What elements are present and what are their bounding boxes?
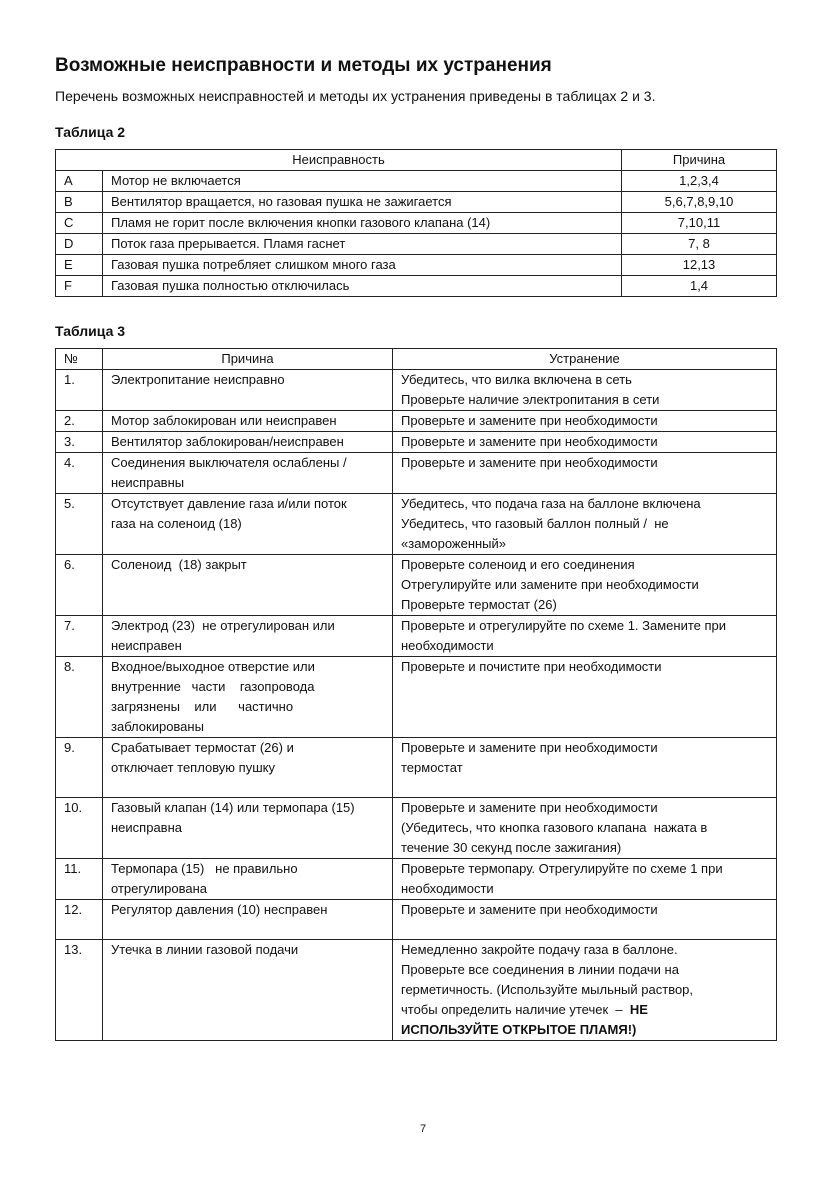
remedy-line <box>401 879 768 899</box>
remedy-text: «замороженный» <box>401 536 507 551</box>
fault-text: Мотор не включается <box>103 171 622 192</box>
remedy-line <box>401 900 768 920</box>
cause-line: Срабатывает термостат (26) и <box>111 740 294 755</box>
remedy-line <box>401 940 768 960</box>
remedy-text: Убедитесь, что вилка включена в сеть <box>401 372 632 387</box>
cause-line: Входное/выходное отверстие или <box>111 659 315 674</box>
remedy-cell <box>393 616 777 657</box>
row-number: 3. <box>56 432 103 453</box>
fault-text: Вентилятор вращается, но газовая пушка не зажигается <box>103 192 622 213</box>
fault-text: Поток газа прерывается. Пламя гаснет <box>103 234 622 255</box>
table-row <box>56 192 777 213</box>
remedy-text: (Убедитесь, что кнопка газового клапана нажата в <box>401 820 708 835</box>
row-number: 10. <box>56 798 103 859</box>
cause-numbers: 1,4 <box>622 276 777 297</box>
row-id: B <box>56 192 103 213</box>
cause-line: Электропитание неисправно <box>111 372 285 387</box>
faults-table <box>55 149 777 297</box>
table-row <box>56 411 777 432</box>
remedy-text: Проверьте и замените при необходимости <box>401 902 658 917</box>
table-row <box>56 234 777 255</box>
header-fault: Неисправность <box>56 150 622 171</box>
remedy-text: Отрегулируйте или замените при необходимости <box>401 577 699 592</box>
cause-line: Утечка в линии газовой подачи <box>111 942 299 957</box>
table-row <box>56 370 777 411</box>
table-row <box>56 171 777 192</box>
cause-cell <box>103 432 393 453</box>
table-row <box>56 657 777 738</box>
remedy-cell <box>393 900 777 940</box>
remedy-line <box>401 616 768 636</box>
table-row <box>56 900 777 940</box>
table-row <box>56 859 777 900</box>
remedy-line <box>401 738 768 758</box>
cause-line: отключает тепловую пушку <box>111 760 275 775</box>
cause-line: Соленоид (18) закрыт <box>111 557 247 572</box>
fault-text: Пламя не горит после включения кнопки газового клапана (14) <box>103 213 622 234</box>
row-number: 11. <box>56 859 103 900</box>
header-number: № <box>56 349 103 370</box>
cause-line: Регулятор давления (10) несправен <box>111 902 328 917</box>
remedy-text: Проверьте термопару. Отрегулируйте по схеме 1 при <box>401 861 723 876</box>
remedy-line <box>401 370 768 390</box>
row-number: 9. <box>56 738 103 798</box>
remedy-text: Проверьте и замените при необходимости <box>401 434 658 449</box>
table-row <box>56 798 777 859</box>
row-id: D <box>56 234 103 255</box>
cause-cell <box>103 370 393 411</box>
cause-line: Электрод (23) не отрегулирован или <box>111 618 335 633</box>
table-row <box>56 213 777 234</box>
remedy-line <box>401 798 768 818</box>
remedy-text: Немедленно закройте подачу газа в баллоне. <box>401 942 678 957</box>
warning-text: ИСПОЛЬЗУЙТЕ ОТКРЫТОЕ ПЛАМЯ!) <box>401 1022 637 1037</box>
remedy-line <box>401 453 768 473</box>
row-id: E <box>56 255 103 276</box>
remedy-cell <box>393 798 777 859</box>
cause-line: Отсутствует давление газа и/или поток <box>111 496 347 511</box>
intro-text: Перечень возможных неисправностей и методы их устранения приведены в таблицах 2 и 3. <box>55 88 656 104</box>
remedy-line <box>401 838 768 858</box>
remedy-text: Проверьте и почистите при необходимости <box>401 659 662 674</box>
remedy-cell <box>393 657 777 738</box>
remedy-text: Убедитесь, что газовый баллон полный / не <box>401 516 669 531</box>
remedy-text: необходимости <box>401 638 494 653</box>
remedy-text: Проверьте и замените при необходимости <box>401 413 658 428</box>
row-number: 6. <box>56 555 103 616</box>
remedy-text: необходимости <box>401 881 494 896</box>
cause-line: отрегулирована <box>111 881 208 896</box>
row-id: C <box>56 213 103 234</box>
remedy-line <box>401 411 768 431</box>
table-row <box>56 738 777 798</box>
table-row <box>56 432 777 453</box>
remedy-text: Проверьте наличие электропитания в сети <box>401 392 660 407</box>
remedy-line <box>401 657 768 677</box>
row-number: 2. <box>56 411 103 432</box>
remedy-cell <box>393 411 777 432</box>
remedy-line <box>401 758 768 778</box>
remedy-text: Проверьте и замените при необходимости <box>401 455 658 470</box>
remedy-text: Проверьте и отрегулируйте по схеме 1. Замените при <box>401 618 727 633</box>
cause-line: Вентилятор заблокирован/неисправен <box>111 434 344 449</box>
remedy-text: чтобы определить наличие утечек – <box>401 1002 630 1017</box>
remedy-cell <box>393 940 777 1041</box>
row-number: 5. <box>56 494 103 555</box>
row-number: 7. <box>56 616 103 657</box>
cause-cell <box>103 657 393 738</box>
cause-cell <box>103 940 393 1041</box>
remedy-cell <box>393 859 777 900</box>
page-title: Возможные неисправности и методы их устранения <box>55 55 552 76</box>
cause-line: заблокированы <box>111 719 204 734</box>
cause-cell <box>103 616 393 657</box>
cause-line: загрязнены или частично <box>111 699 294 714</box>
row-id: F <box>56 276 103 297</box>
row-number: 8. <box>56 657 103 738</box>
table-row <box>56 616 777 657</box>
remedy-text: Проверьте термостат (26) <box>401 597 557 612</box>
table-row <box>56 940 777 1041</box>
remedy-text: термостат <box>401 760 463 775</box>
table-header-row <box>56 349 777 370</box>
row-number: 12. <box>56 900 103 940</box>
cause-numbers: 1,2,3,4 <box>622 171 777 192</box>
remedy-cell <box>393 370 777 411</box>
remedy-line <box>401 859 768 879</box>
fault-text: Газовая пушка полностью отключилась <box>103 276 622 297</box>
cause-numbers: 5,6,7,8,9,10 <box>622 192 777 213</box>
remedy-line <box>401 494 768 514</box>
cause-line: неисправна <box>111 820 182 835</box>
table-row <box>56 255 777 276</box>
cause-cell <box>103 859 393 900</box>
cause-line: Соединения выключателя ослаблены / <box>111 455 347 470</box>
remedy-line <box>401 1000 768 1020</box>
table3-caption: Таблица 3 <box>55 323 126 339</box>
cause-cell <box>103 738 393 798</box>
remedy-cell <box>393 494 777 555</box>
cause-line: Газовый клапан (14) или термопара (15) <box>111 800 355 815</box>
remedy-line <box>401 595 768 615</box>
cause-cell <box>103 411 393 432</box>
row-number: 1. <box>56 370 103 411</box>
remedy-cell <box>393 432 777 453</box>
remedy-line <box>401 534 768 554</box>
cause-line: внутренние части газопровода <box>111 679 315 694</box>
cause-line: газа на соленоид (18) <box>111 516 242 531</box>
remedy-text: Проверьте и замените при необходимости <box>401 740 658 755</box>
row-number: 4. <box>56 453 103 494</box>
row-id: A <box>56 171 103 192</box>
table-row <box>56 453 777 494</box>
cause-cell <box>103 494 393 555</box>
table-row <box>56 494 777 555</box>
header-cause: Причина <box>103 349 393 370</box>
cause-cell <box>103 453 393 494</box>
remedy-cell <box>393 555 777 616</box>
table-header-row <box>56 150 777 171</box>
remedy-line <box>401 960 768 980</box>
cause-numbers: 7,10,11 <box>622 213 777 234</box>
remedy-line <box>401 555 768 575</box>
remedy-line <box>401 818 768 838</box>
remedy-text: герметичность. (Используйте мыльный раствор, <box>401 982 694 997</box>
table2-caption: Таблица 2 <box>55 124 126 140</box>
remedy-text: Проверьте соленоид и его соединения <box>401 557 635 572</box>
cause-cell <box>103 798 393 859</box>
remedy-line <box>401 390 768 410</box>
cause-numbers: 12,13 <box>622 255 777 276</box>
cause-line: Термопара (15) не правильно <box>111 861 298 876</box>
warning-text: НЕ <box>629 1002 648 1017</box>
cause-line: неисправен <box>111 638 182 653</box>
header-remedy: Устранение <box>393 349 777 370</box>
table-row <box>56 555 777 616</box>
row-number: 13. <box>56 940 103 1041</box>
cause-numbers: 7, 8 <box>622 234 777 255</box>
cause-line: неисправны <box>111 475 185 490</box>
remedies-table <box>55 348 777 1041</box>
remedy-text: течение 30 секунд после зажигания) <box>401 840 622 855</box>
remedy-line <box>401 514 768 534</box>
remedy-text: Проверьте все соединения в линии подачи на <box>401 962 679 977</box>
page-number: 7 <box>420 1123 427 1135</box>
cause-cell <box>103 555 393 616</box>
table-row <box>56 276 777 297</box>
remedy-line <box>401 575 768 595</box>
header-cause: Причина <box>622 150 777 171</box>
remedy-text: Убедитесь, что подача газа на баллоне включена <box>401 496 701 511</box>
remedy-text: Проверьте и замените при необходимости <box>401 800 658 815</box>
cause-line: Мотор заблокирован или неисправен <box>111 413 337 428</box>
remedy-line <box>401 636 768 656</box>
remedy-cell <box>393 738 777 798</box>
fault-text: Газовая пушка потребляет слишком много газа <box>103 255 622 276</box>
remedy-line <box>401 432 768 452</box>
remedy-line <box>401 980 768 1000</box>
remedy-cell <box>393 453 777 494</box>
cause-cell <box>103 900 393 940</box>
